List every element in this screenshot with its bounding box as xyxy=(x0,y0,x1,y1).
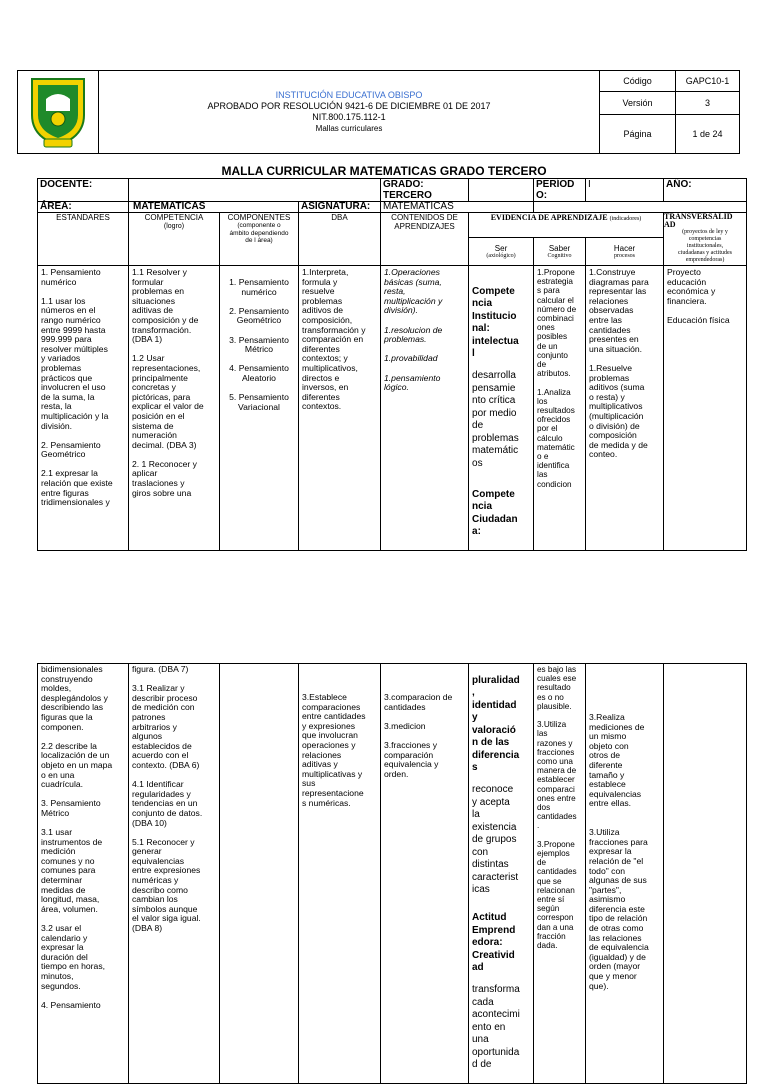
row2-saber: es bajo las cuales ese resultado es o no plausible. 3.Utiliza las razones y fracciones como una manera de establecer comparaci ones entre dos cantidades . 3.Propone ejemplos de cantidades que se relacionan entre sí según correspon dan a una fracción dada. xyxy=(534,664,586,1084)
pagina-label: Página xyxy=(600,114,676,153)
row2-ser-description: reconoce y acepta la existencia de grupos con distintas caracterist icas xyxy=(472,784,519,896)
col-transversalidad-sub: (proyectos de ley y competencias institucionales, ciudadanas y actitudes emprendedoras) xyxy=(678,229,732,263)
row2-ser-pluralidad: pluralidad , identidad y valoració n de las diferencia s xyxy=(472,674,520,774)
row2-componentes xyxy=(220,664,299,1084)
col-ser-sub: (axiológico) xyxy=(486,253,516,259)
row1-contenidos: 1.Operaciones básicas (suma, resta, multiplicación y división). 1.resolucion de problemas. 1.provabilidad 1.pensamiento lógico. xyxy=(381,266,469,551)
asignatura-label: ASIGNATURA: xyxy=(299,202,381,213)
document-header xyxy=(17,70,740,154)
row2-transversalidad xyxy=(664,664,747,1084)
col-componentes xyxy=(220,213,299,266)
nit-text: NIT.800.175.112-1 xyxy=(312,112,386,122)
col-evidencia-label: EVIDENCIA DE APRENDIZAJE xyxy=(490,213,608,222)
codigo-value: GAPC10-1 xyxy=(676,71,740,92)
col-estandares: ESTANDARES xyxy=(38,213,129,266)
row2-hacer: 3.Realiza mediciones de un mismo objeto con otros de diferente tamaño y establece equivalencias entre ellas. 3.Utiliza fracciones para expresar la relación de "el todo" con algunas de sus "partes", asimismo diferencia este tipo de relación de otras como las relaciones de equivalencia (igualdad) y de orden (mayor que y menor que). xyxy=(586,664,664,1084)
col-dba: DBA xyxy=(299,213,381,266)
docente-label: DOCENTE: xyxy=(38,179,129,202)
col-competencia xyxy=(129,213,220,266)
row1-ser-description: desarrolla pensamie nto crítica por medio de problemas matemátic os xyxy=(472,370,519,469)
row2-ser xyxy=(469,664,534,1084)
col-saber xyxy=(534,238,586,266)
codigo-label: Código xyxy=(600,71,676,92)
area-label: ÁREA: xyxy=(38,202,129,213)
grado-label: GRADO: TERCERO xyxy=(381,179,469,202)
col-hacer xyxy=(586,238,664,266)
curriculum-table-page1 xyxy=(37,178,747,551)
institution-logo xyxy=(18,71,98,151)
docente-value xyxy=(129,179,381,202)
row1-ser-competencia-institucional: Compete ncia Institucio nal: intelectua l xyxy=(472,285,519,360)
row1-dba: 1.Interpreta, formula y resuelve problemas aditivos de composición, transformación y comparación en diferentes contextos; y multiplicativos, directos e inversos, en diferentes contextos. xyxy=(299,266,381,551)
row1-ser-competencia-ciudadana: Compete ncia Ciudadan a: xyxy=(472,488,518,538)
col-transversalidad xyxy=(664,213,747,266)
periodo-value: I xyxy=(586,179,664,202)
area-value: MATEMATICAS xyxy=(129,202,299,213)
col-hacer-sub: procesos xyxy=(614,253,636,259)
version-value: 3 xyxy=(676,91,740,114)
col-hacer-label: Hacer xyxy=(613,244,636,253)
asignatura-value: MATEMATICAS xyxy=(381,202,534,213)
row1-estandares: 1. Pensamiento numérico 1.1 usar los números en el rango numérico entre 9999 hasta 999.999 para resolver múltiples y variados problemas prácticos que involucren el uso de la suma, la resta, la multiplicación y la división. 2. Pensamiento Geométrico 2.1 expresar la relación que existe entre figuras tridimensionales y xyxy=(38,266,129,551)
col-componentes-label: COMPONENTES xyxy=(227,213,291,222)
row2-ser-creatividad: transforma cada acontecimi ento en una oportunida d de xyxy=(472,984,520,1071)
institution-block xyxy=(99,71,600,154)
row2-estandares: bidimensionales construyendo moldes, desplegándolos y describiendo las figuras que la componen. 2.2 describe la localización de un objeto en un mapa o en una cuadrícula. 3. Pensamiento Métrico 3.1 usar instrumentos de medición comunes y no comunes para determinar medidas de longitud, masa, área, volumen. 3.2 usar el calendario y expresar la duración del tiempo en horas, minutos, segundos. 4. Pensamiento xyxy=(38,664,129,1084)
asignatura-blank xyxy=(534,202,747,213)
row1-hacer: 1.Construye diagramas para representar las relaciones observadas entre las cantidades presentes en una situación. 1.Resuelve problemas aditivos (suma o resta) y multiplicativos (multiplicación o división) de composición de medida y de conteo. xyxy=(586,266,664,551)
row1-componentes: 1. Pensamiento numérico 2. Pensamiento Geométrico 3. Pensamiento Métrico 4. Pensamiento Aleatorio 5. Pensamiento Variacional xyxy=(220,266,299,551)
col-evidencia-sub: (indicadores) xyxy=(609,216,642,222)
col-saber-label: Saber xyxy=(548,244,571,253)
row2-competencia: figura. (DBA 7) 3.1 Realizar y describir proceso de medición con patrones arbitrarios y algunos establecidos de acuerdo con el contexto. (DBA 6) 4.1 Identificar regularidades y tendencias en un conjunto de datos. (DBA 10) 5.1 Reconocer y generar equivalencias entre expresiones numéricas y describo como cambian los símbolos aunque el valor siga igual. (DBA 8) xyxy=(129,664,220,1084)
page-title: MALLA CURRICULAR MATEMATICAS GRADO TERCERO xyxy=(221,164,547,178)
row1-competencia: 1.1 Resolver y formular problemas en situaciones aditivas de composición y de transformación. (DBA 1) 1.2 Usar representaciones, principalmente concretas y pictóricas, para explicar el valor de posición en el sistema de numeración decimal. (DBA 3) 2. 1 Reconocer y aplicar traslaciones y giros sobre una xyxy=(129,266,220,551)
col-competencia-sub: (logro) xyxy=(163,223,185,230)
periodo-label: PERÍOD O: xyxy=(534,179,586,202)
row1-transversalidad: Proyecto educación económica y financiera. Educación física xyxy=(664,266,747,551)
col-componentes-sub: (componente o ámbito dependiendo de l área) xyxy=(229,222,289,244)
col-ser-label: Ser xyxy=(494,244,508,253)
col-transversalidad-label: TRANSVERSALID AD xyxy=(664,212,733,229)
resolution-text: APROBADO POR RESOLUCIÓN 9421-6 DE DICIEMBRE 01 DE 2017 xyxy=(207,101,491,111)
col-contenidos: CONTENIDOS DE APRENDIZAJES xyxy=(381,213,469,266)
row1-ser xyxy=(469,266,534,551)
curriculum-table-page2 xyxy=(37,663,747,1084)
col-competencia-label: COMPETENCIA xyxy=(144,213,204,222)
institution-name: INSTITUCIÓN EDUCATIVA OBISPO xyxy=(275,90,423,100)
document-name: Mallas curriculares xyxy=(315,124,383,133)
row2-ser-actitud-emprendedora: Actitud Emprend edora: Creativid ad xyxy=(472,912,516,974)
row1-saber: 1.Propone estrategia s para calcular el número de combinaci ones posibles de un conjunto de atributos. 1.Analiza los resultados ofrecidos por el cálculo matemátic o e identifica las condicion xyxy=(534,266,586,551)
col-saber-sub: Cognitivo xyxy=(547,253,572,259)
pagina-value: 1 de 24 xyxy=(676,114,740,153)
logo-cell xyxy=(18,71,99,154)
col-evidencia xyxy=(469,213,664,238)
col-ser xyxy=(469,238,534,266)
version-label: Versión xyxy=(600,91,676,114)
row2-contenidos: 3.comparacion de cantidades 3.medicion 3.fracciones y comparación equivalencia y orden. xyxy=(381,664,469,1084)
row2-dba: 3.Establece comparaciones entre cantidades y expresiones que involucran operaciones y relaciones aditivas y multiplicativas y sus representacione s numéricas. xyxy=(299,664,381,1084)
anio-label: AÑO: xyxy=(664,179,747,202)
grado-value xyxy=(469,179,534,202)
